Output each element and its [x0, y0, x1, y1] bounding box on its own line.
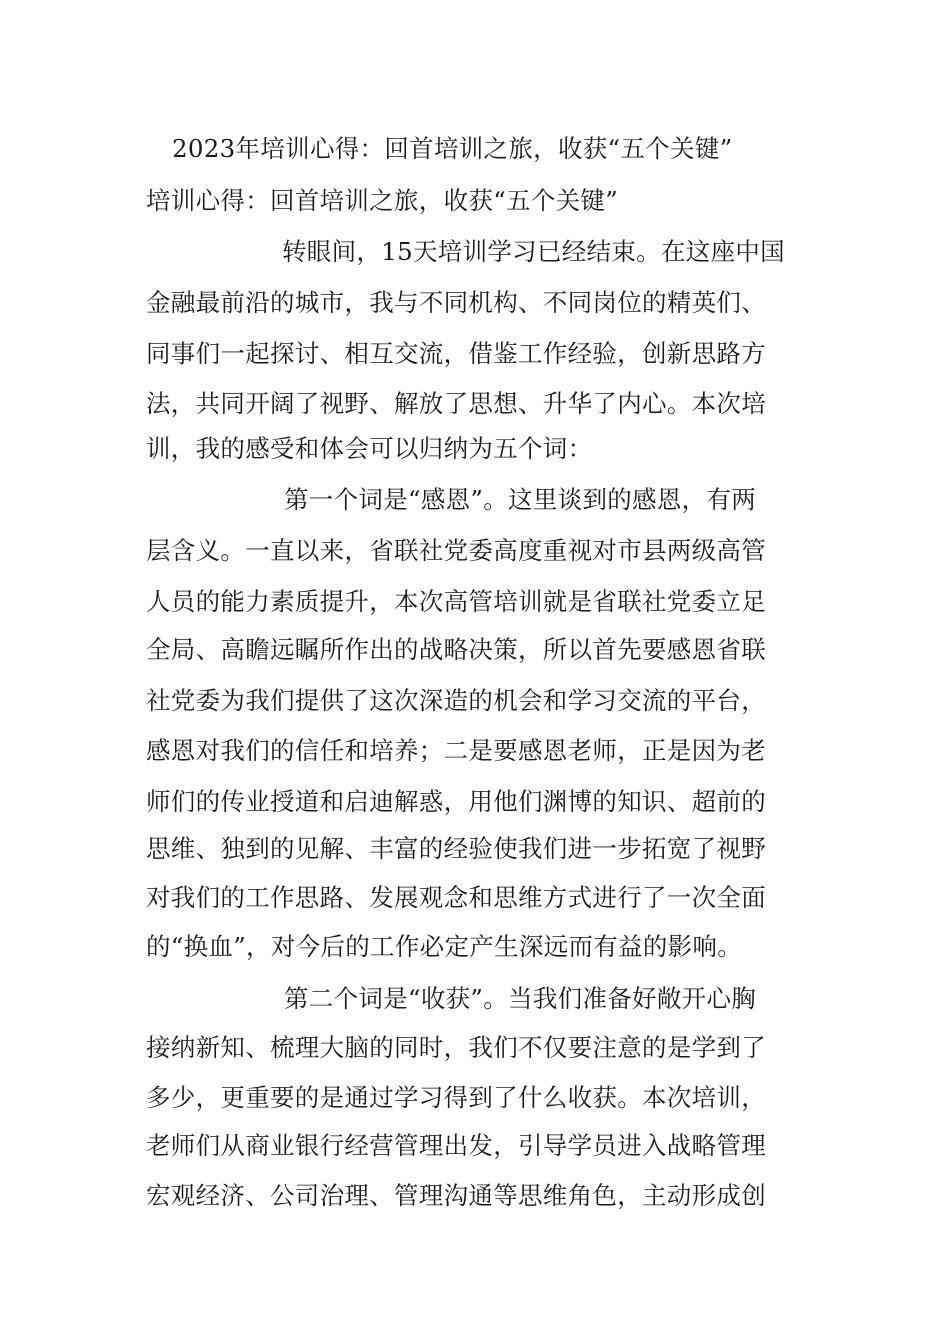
document-title: 2023年培训心得：回首培训之旅，收获“五个关键”: [172, 134, 733, 163]
paragraph-line: 法，共同开阔了视野、解放了思想、升华了内心。本次培: [146, 389, 766, 418]
paragraph-line: 师们的传业授道和启迪解惑，用他们渊博的知识、超前的: [146, 787, 766, 816]
document-subtitle: 培训心得：回首培训之旅，收获“五个关键”: [146, 186, 619, 215]
paragraph-line: 训，我的感受和体会可以归纳为五个词：: [146, 434, 593, 463]
paragraph-line: 全局、高瞻远瞩所作出的战略决策，所以首先要感恩省联: [146, 635, 766, 664]
paragraph-line: 第一个词是“感恩”。这里谈到的感恩，有两: [284, 485, 757, 514]
paragraph-line: 社党委为我们提供了这次深造的机会和学习交流的平台，: [146, 686, 766, 715]
paragraph-line: 同事们一起探讨、相互交流，借鉴工作经验，创新思路方: [146, 339, 766, 368]
paragraph-line: 感恩对我们的信任和培养；二是要感恩老师，正是因为老: [146, 736, 766, 765]
paragraph-line: 思维、独到的见解、丰富的经验使我们进一步拓宽了视野: [146, 834, 766, 863]
paragraph-line: 人员的能力素质提升，本次高管培训就是省联社党委立足: [146, 587, 766, 616]
paragraph-line: 的“换血”，对今后的工作必定产生深远而有益的影响。: [146, 932, 743, 961]
paragraph-line: 多少，更重要的是通过学习得到了什么收获。本次培训，: [146, 1083, 766, 1112]
paragraph-line: 老师们从商业银行经营管理出发，引导学员进入战略管理: [146, 1131, 766, 1160]
paragraph-line: 第二个词是“收获”。当我们准备好敞开心胸: [284, 984, 757, 1013]
paragraph-line: 对我们的工作思路、发展观念和思维方式进行了一次全面: [146, 883, 766, 912]
paragraph-line: 金融最前沿的城市，我与不同机构、不同岗位的精英们、: [146, 288, 766, 317]
paragraph-line: 宏观经济、公司治理、管理沟通等思维角色，主动形成创: [146, 1181, 766, 1210]
paragraph-line: 层含义。一直以来，省联社党委高度重视对市县两级高管: [146, 536, 766, 565]
paragraph-line: 转眼间，15天培训学习已经结束。在这座中国: [282, 237, 785, 266]
paragraph-line: 接纳新知、梳理大脑的同时，我们不仅要注意的是学到了: [146, 1033, 766, 1062]
